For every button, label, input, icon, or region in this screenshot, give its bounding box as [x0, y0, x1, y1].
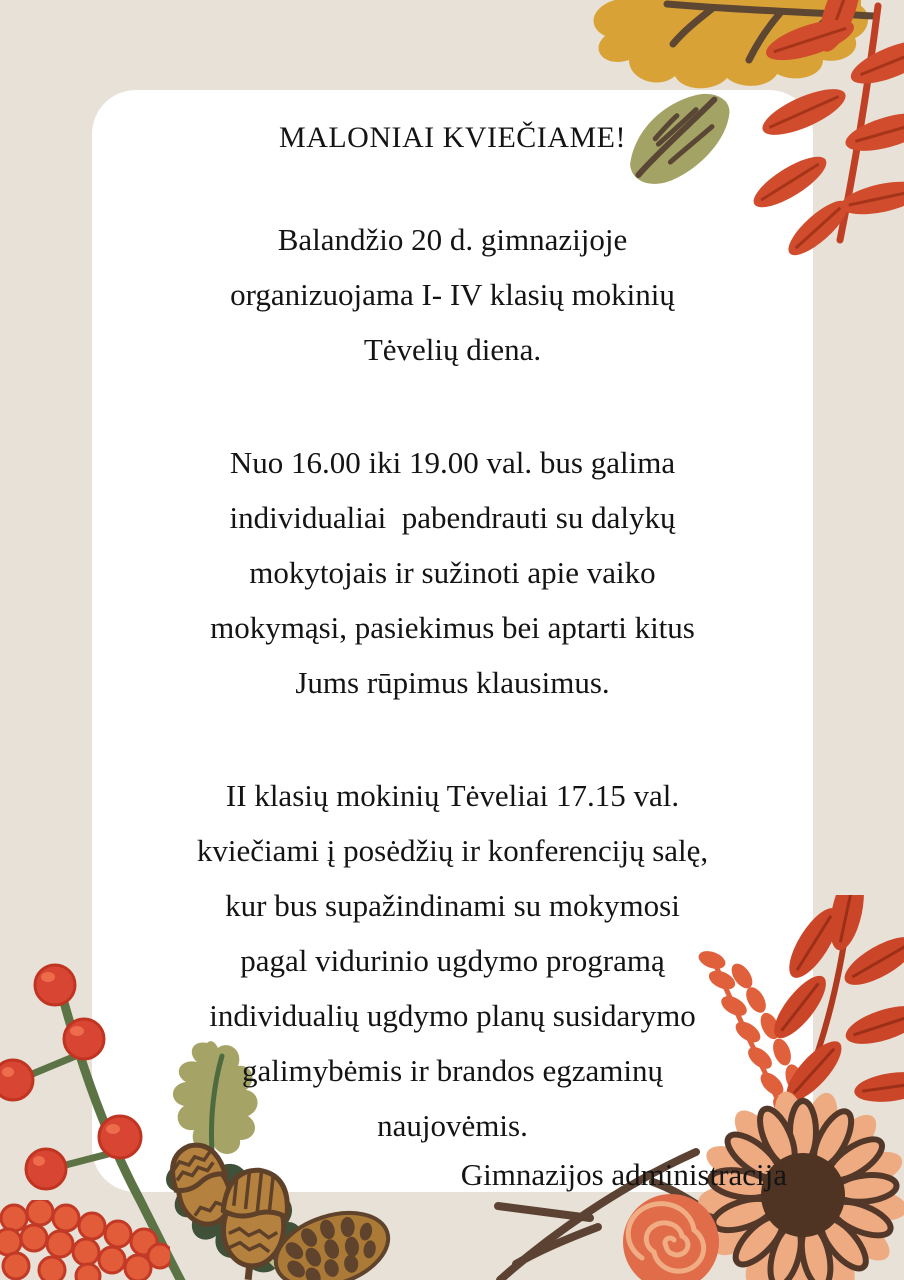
paragraph-second-grade	[92, 768, 813, 1153]
text-line: naujovėmis.	[377, 1108, 528, 1143]
text-line: Jums rūpimus klausimus.	[295, 665, 610, 700]
text-line: mokytojais ir sužinoti apie vaiko	[249, 555, 656, 590]
text-line: Balandžio 20 d. gimnazijoje	[277, 222, 628, 257]
text-line: individualių ugdymo planų susidarymo	[209, 998, 696, 1033]
poster-title	[92, 116, 813, 160]
text-line: Tėvelių diena.	[363, 332, 542, 367]
signature-text: Gimnazijos administracija	[460, 1157, 787, 1192]
text-line: mokymąsi, pasiekimus bei aptarti kitus	[210, 610, 695, 645]
text-line: kviečiami į posėdžių ir konferencijų salę,	[196, 833, 709, 868]
paragraph-schedule	[92, 435, 813, 710]
text-line: pagal vidurinio ugdymo programą	[240, 943, 665, 978]
text-line: organizuojama I- IV klasių mokinių	[230, 277, 675, 312]
text-line: galimybėmis ir brandos egzaminų	[242, 1053, 663, 1088]
rose-icon	[612, 1186, 730, 1280]
pinecone-icon	[262, 1205, 402, 1280]
text-line: kur bus supažindinami su mokymosi	[225, 888, 680, 923]
poster-title-text: MALONIAI KVIEČIAME!	[279, 121, 626, 154]
text-line: Nuo 16.00 iki 19.00 val. bus galima	[229, 445, 676, 480]
text-line: II klasių mokinių Tėveliai 17.15 val.	[225, 778, 680, 813]
berry-cluster-icon	[0, 1200, 170, 1280]
paragraph-intro	[92, 212, 813, 377]
signature	[92, 1150, 813, 1200]
text-line: individualiai pabendrauti su dalykų	[229, 500, 676, 535]
